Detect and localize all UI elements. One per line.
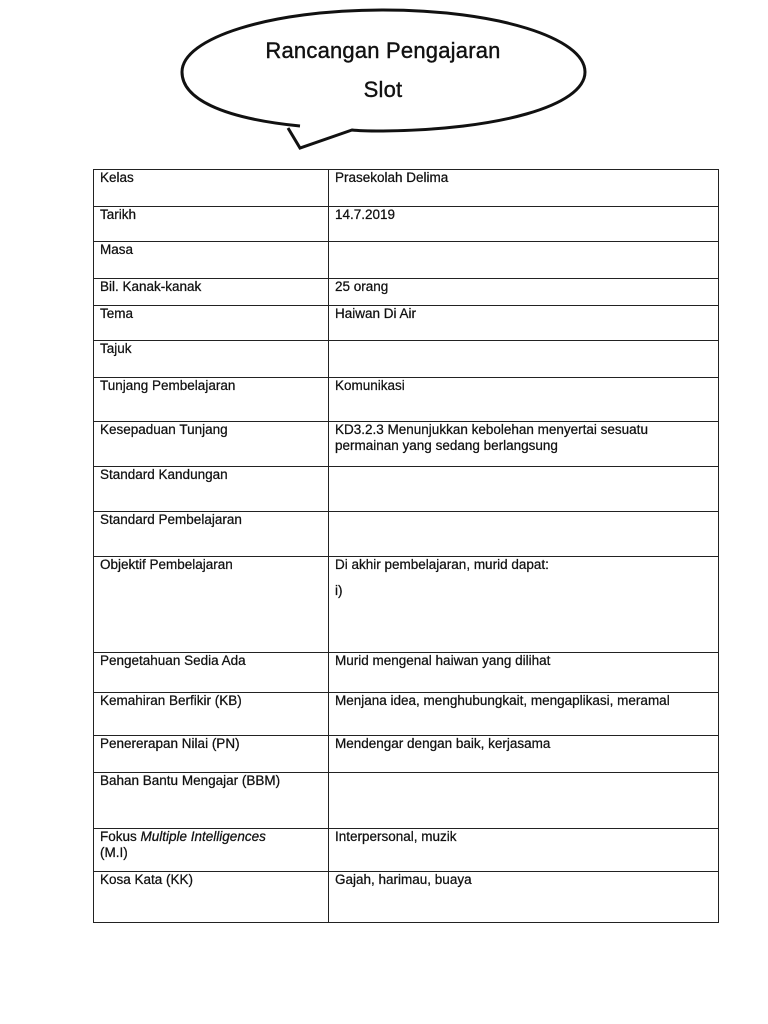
table-row [94,207,719,242]
row-value [329,242,719,279]
row-value: Interpersonal, muzik [329,829,719,872]
table-row [94,242,719,279]
table-row [94,829,719,872]
row-value [329,341,719,378]
spacer [335,573,712,583]
row-value: Prasekolah Delima [329,170,719,207]
row-label: Kosa Kata (KK) [94,872,329,923]
lesson-plan-table [93,169,719,923]
row-label: Tarikh [94,207,329,242]
table-row [94,512,719,557]
label-italic: Multiple Intelligences [140,829,266,844]
row-label: Kelas [94,170,329,207]
table-row [94,279,719,306]
row-label: Bil. Kanak-kanak [94,279,329,306]
table-row [94,170,719,207]
row-value: 14.7.2019 [329,207,719,242]
row-label: Bahan Bantu Mengajar (BBM) [94,773,329,829]
row-label [94,829,329,872]
document-title: Rancangan Pengajaran [265,38,501,63]
row-label: Masa [94,242,329,279]
table-row [94,736,719,773]
table-row [94,422,719,467]
table-row [94,693,719,736]
table-row [94,467,719,512]
row-label: Tema [94,306,329,341]
row-value: Murid mengenal haiwan yang dilihat [329,653,719,693]
table-row [94,773,719,829]
row-value: Komunikasi [329,378,719,422]
row-value: Mendengar dengan baik, kerjasama [329,736,719,773]
row-label: Objektif Pembelajaran [94,557,329,653]
row-value [329,557,719,653]
row-value [329,512,719,557]
objective-item: i) [335,583,343,598]
speech-bubble-title [0,0,768,160]
label-prefix: Fokus [100,829,141,844]
row-label: Pengetahuan Sedia Ada [94,653,329,693]
row-value: Menjana idea, menghubungkait, mengaplikasi, meramal [329,693,719,736]
row-value: Gajah, harimau, buaya [329,872,719,923]
row-label: Penererapan Nilai (PN) [94,736,329,773]
table-row [94,872,719,923]
table-row [94,653,719,693]
table-row [94,341,719,378]
row-value: Haiwan Di Air [329,306,719,341]
row-label: Kesepaduan Tunjang [94,422,329,467]
table-row [94,557,719,653]
label-suffix: (M.I) [100,845,128,860]
row-label: Standard Kandungan [94,467,329,512]
row-label: Tunjang Pembelajaran [94,378,329,422]
document-subtitle: Slot [363,77,403,102]
row-label: Standard Pembelajaran [94,512,329,557]
row-label: Kemahiran Berfikir (KB) [94,693,329,736]
table-row [94,378,719,422]
row-value [329,467,719,512]
objective-intro: Di akhir pembelajaran, murid dapat: [335,557,549,572]
row-value: KD3.2.3 Menunjukkan kebolehan menyertai sesuatu permainan yang sedang berlangsung [329,422,719,467]
table-row [94,306,719,341]
row-label: Tajuk [94,341,329,378]
row-value: 25 orang [329,279,719,306]
row-value [329,773,719,829]
